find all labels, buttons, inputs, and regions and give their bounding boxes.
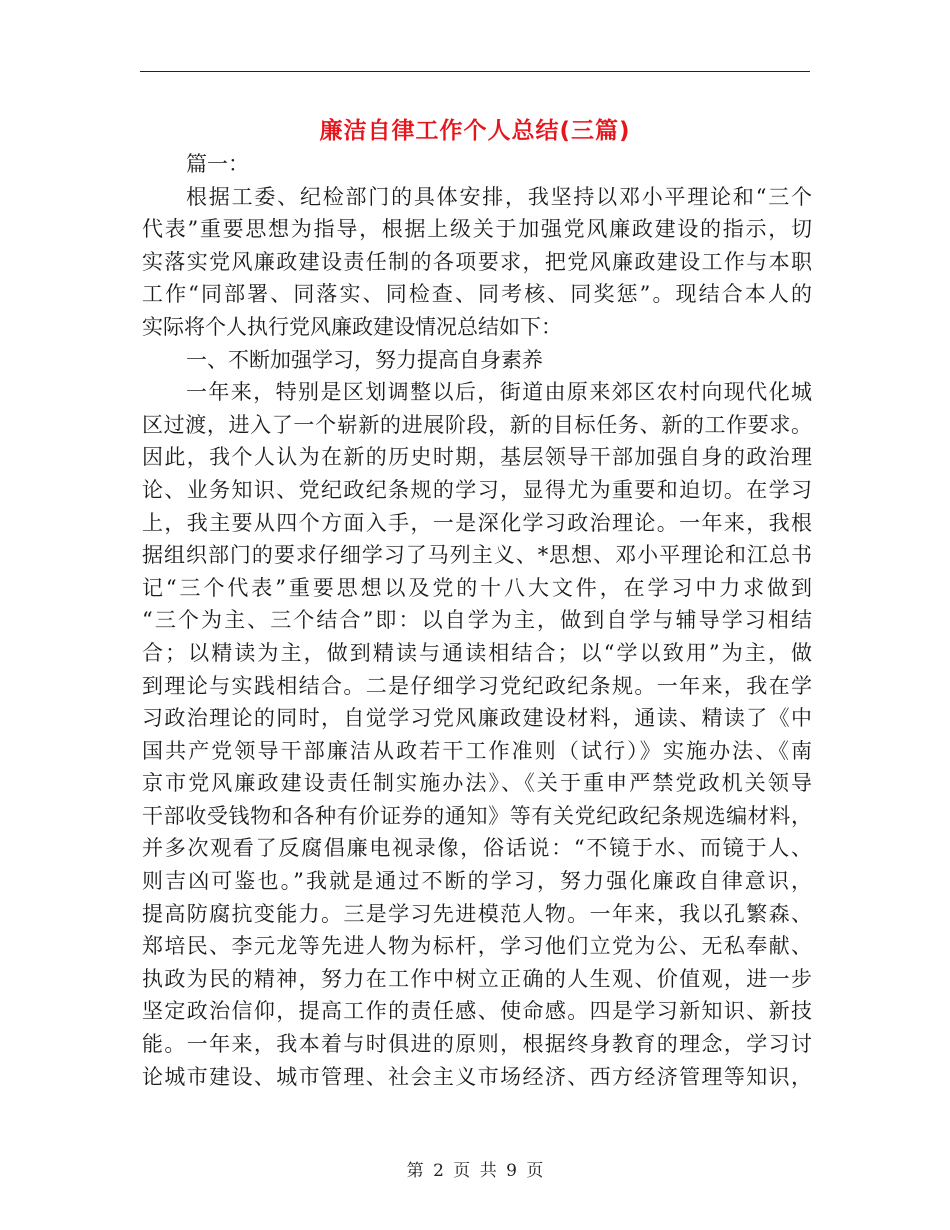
paragraph-line: 能。一年来，我本着与时俱进的原则，根据终身教育的理念，学习讨: [142, 1032, 812, 1057]
paragraph-line: 到理论与实践相结合。二是仔细学习党纪政纪条规。一年来，我在学: [142, 673, 812, 698]
paragraph-line: 记“三个代表”重要思想以及党的十八大文件，在学习中力求做到: [142, 575, 812, 600]
paragraph-line: 提高防腐抗变能力。三是学习先进模范人物。一年来，我以孔繁森、: [142, 901, 812, 926]
paragraph-line: 论城市建设、城市管理、社会主义市场经济、西方经济管理等知识，: [142, 1064, 812, 1089]
paragraph-line: 执政为民的精神，努力在工作中树立正确的人生观、价值观，进一步: [142, 966, 812, 991]
document-title: 廉洁自律工作个人总结(三篇): [319, 118, 631, 144]
page-number: 第 2 页 共 9 页: [406, 1161, 544, 1181]
paragraph-line: 上，我主要从四个方面入手，一是深化学习政治理论。一年来，我根: [142, 510, 812, 535]
paragraph-line: 则吉凶可鉴也。”我就是通过不断的学习，努力强化廉政自律意识，: [142, 869, 812, 894]
paragraph-line: “三个为主、三个结合”即：以自学为主，做到自学与辅导学习相结: [142, 608, 812, 633]
section-label: 篇一：: [186, 152, 249, 176]
paragraph-line: 据组织部门的要求仔细学习了马列主义、*思想、邓小平理论和江总书: [142, 543, 812, 568]
paragraph-line: 区过渡，进入了一个崭新的进展阶段，新的目标任务、新的工作要求。: [142, 412, 812, 437]
header-rule: [140, 71, 810, 72]
paragraph-line: 代表”重要思想为指导，根据上级关于加强党风廉政建设的指示，切: [142, 217, 812, 242]
paragraph-line: 国共产党领导干部廉洁从政若干工作准则（试行）》实施办法、《南: [142, 738, 812, 763]
paragraph-line: 论、业务知识、党纪政纪条规的学习，显得尤为重要和迫切。在学习: [142, 477, 812, 502]
paragraph-line: 习政治理论的同时，自觉学习党风廉政建设材料，通读、精读了《中: [142, 706, 812, 731]
paragraph-line: 一年来，特别是区划调整以后，街道由原来郊区农村向现代化城: [186, 380, 812, 405]
paragraph-line: 工作“同部署、同落实、同检查、同考核、同奖惩”。现结合本人的: [142, 282, 812, 307]
paragraph-line: 实落实党风廉政建设责任制的各项要求，把党风廉政建设工作与本职: [142, 249, 812, 274]
paragraph-line: 郑培民、李元龙等先进人物为标杆，学习他们立党为公、无私奉献、: [142, 934, 812, 959]
paragraph-line: 合；以精读为主，做到精读与通读相结合；以“学以致用”为主，做: [142, 640, 812, 665]
paragraph-line: 并多次观看了反腐倡廉电视录像，俗话说：“不镜于水、而镜于人、: [142, 836, 812, 861]
paragraph-line: 实际将个人执行党风廉政建设情况总结如下：: [142, 314, 562, 339]
paragraph-line: 干部收受钱物和各种有价证券的通知》等有关党纪政纪条规选编材料，: [142, 803, 812, 828]
section-heading: 一、不断加强学习，努力提高自身素养: [186, 347, 543, 372]
document-body: [142, 148, 812, 1093]
paragraph-line: 坚定政治信仰，提高工作的责任感、使命感。四是学习新知识、新技: [142, 999, 812, 1024]
paragraph-line: 京市党风廉政建设责任制实施办法》、《关于重申严禁党政机关领导: [142, 771, 812, 796]
paragraph-line: 根据工委、纪检部门的具体安排，我坚持以邓小平理论和“三个: [186, 184, 812, 209]
paragraph-line: 因此，我个人认为在新的历史时期，基层领导干部加强自身的政治理: [142, 445, 812, 470]
